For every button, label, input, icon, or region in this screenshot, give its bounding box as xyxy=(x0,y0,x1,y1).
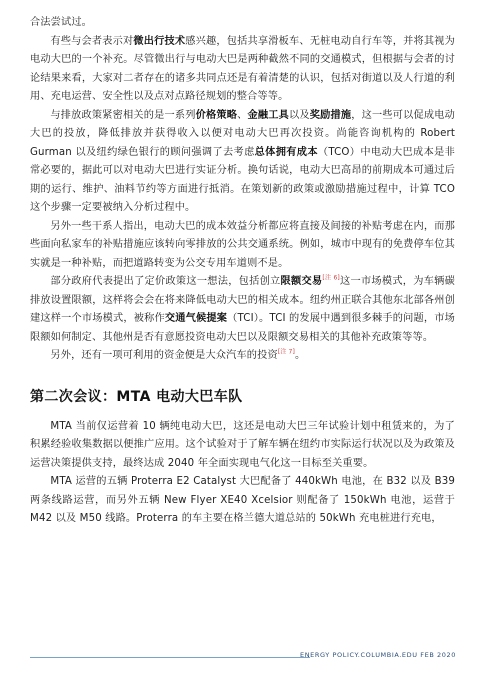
paragraph xyxy=(30,14,455,33)
text-run: 合法尝试过。 xyxy=(30,17,93,28)
paragraph xyxy=(30,418,455,474)
paragraph xyxy=(30,33,455,107)
text-run: 。 xyxy=(295,350,306,361)
paragraph xyxy=(30,273,455,347)
text-run: ，这一些可以促成电动大巴的投放，降低排放并获得收入以便对电动大巴再次投资。尚能咨询机构的 Robert Gurman 以及纽约绿色银行的顾问强调了去考虑 xyxy=(30,109,455,158)
text-run: 部分政府代表提出了定价政策这一想法，包括创立 xyxy=(50,276,281,287)
section-heading: 第二次会议：MTA 电动大巴车队 xyxy=(30,388,243,405)
footnote-marker: [注 6] xyxy=(322,274,340,282)
bold-term: 总体拥有成本 xyxy=(254,146,318,158)
bold-term: 限额交易 xyxy=(280,276,323,287)
section-previous-discussion xyxy=(30,14,455,366)
text-run: 感兴趣，包括共享滑板车、无桩电动自行车等，并将其视为电动大巴的一个补充。尽管微出行与电动大巴是两种截然不同的交通模式，但根据与会者的讨论结果来看，大家对二者存在的诸多共同点还是有着清楚的认识，包括对街道以及人行道的利用、充电运营、安全性以及点对点路径规划的整合等等。 xyxy=(30,35,456,102)
text-run: MTA 运营的五辆 Proterra E2 Catalyst 大巴配备了 440kWh 电池，在 B32 以及 B39 两条线路运营，而另外五辆 New Flyer XE40 Xcelsior 则配备了 150kWh 电池，运营于 M42 以及 M50 线路。Proterra 的车主要在格兰德大道总站的 50kWh 充电桩进行充电， xyxy=(30,476,455,524)
bold-term: 微出行技术 xyxy=(133,35,186,47)
paragraph xyxy=(30,473,455,529)
text-run: 另外一些干系人指出，电动大巴的成本效益分析都应将直接及间接的补贴考虑在内，而那些面向私家车的补贴措施应该转向零排放的公共交通系统。例如，城市中现有的免费停车位其实就是一种补贴，而把道路转变为公交专用车道则不是。 xyxy=(30,220,455,269)
document-body xyxy=(30,14,455,529)
footnote-marker: [注 7] xyxy=(277,348,295,356)
section-mta-fleet xyxy=(30,418,455,529)
bold-term: 奖励措施 xyxy=(309,109,352,121)
text-run: 另外，还有一项可利用的资金便是大众汽车的投资 xyxy=(50,350,278,361)
text-run: 与排放政策紧密相关的是一系列 xyxy=(50,109,196,121)
paragraph xyxy=(30,107,455,218)
text-run: 以及 xyxy=(289,109,310,121)
text-run: 有些与会者表示对 xyxy=(50,35,134,47)
bold-term: 价格策略 xyxy=(195,109,238,121)
bold-term: 金融工具 xyxy=(247,109,290,121)
text-run: （TCI）。TCI 的发展中遇到很多棘手的问题，市场限额如何制定、其他州是否有意愿投资电动大巴以及限额交易相关的其他补充政策等等。 xyxy=(30,313,456,343)
text-run: 这一市场模式，为车辆碳排放设置限额，这样将会会在将来降低电动大巴的相关成本。纽约州正联合其他东北部各州创建这样一个市场模式，被称作 xyxy=(30,276,455,324)
paragraph xyxy=(30,347,455,366)
paragraph xyxy=(30,218,455,274)
text-run: 、 xyxy=(237,109,248,121)
text-run: （TCO）中电动大巴成本是非常必要的，据此可以对电动大巴进行实证分析。换句话说，电动大巴高昂的前期成本可通过后期的运行、维护、油料节约等方面进行抵消。在策划新的政策或激励措施过程中，计算 TCO 这个步骤一定要被纳入分析过程中。 xyxy=(30,146,455,213)
bold-term: 交通气候提案 xyxy=(164,313,228,324)
text-run: MTA 当前仅运营着 10 辆纯电动大巴，这还是电动大巴三年试验计划中租赁来的，为了积累经验收集数据以便推广应用。这个试验对于了解车辆在纽约市实际运行状况以及为政策及运营决策提供支持，最终达成 2040 年全面实现电气化这一目标至关重要。 xyxy=(30,420,455,469)
footer-divider xyxy=(30,657,310,658)
footer-text: ENERGY POLICY.COLUMBIA.EDU FEB 2020 xyxy=(299,651,456,659)
